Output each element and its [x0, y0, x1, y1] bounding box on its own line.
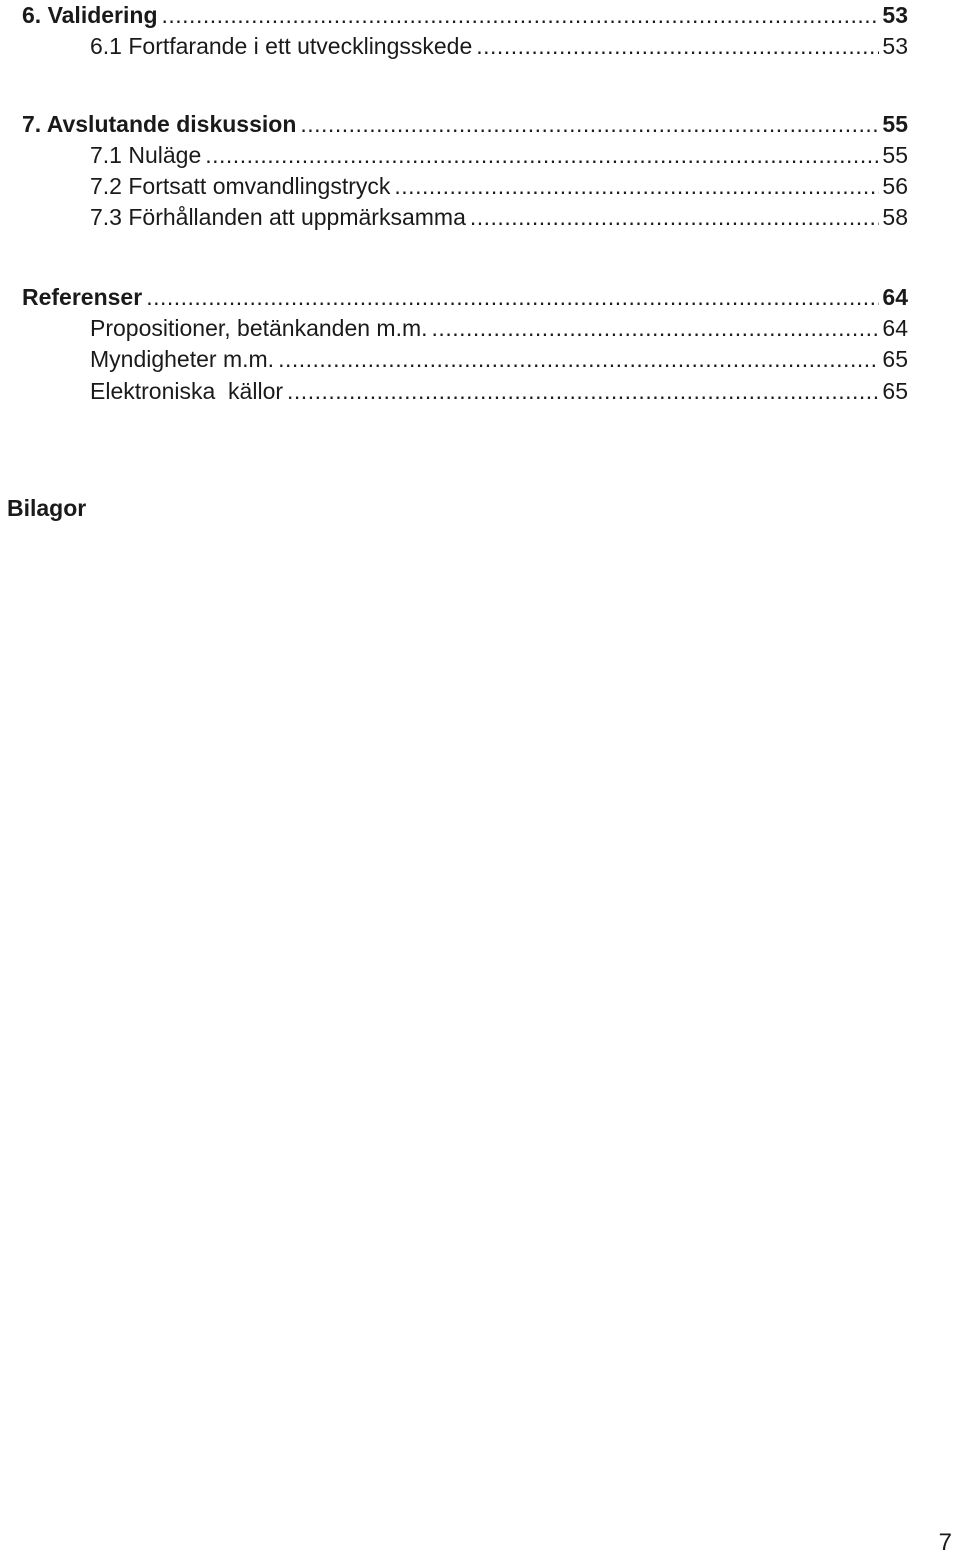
toc-entry-section-6-1: [90, 31, 908, 61]
toc-entry-page: 65: [882, 378, 908, 404]
toc-entry-page: 55: [882, 142, 908, 168]
toc-entry-propositions: [90, 313, 908, 343]
toc-leader-dots: [162, 0, 880, 30]
toc-leader-dots: [287, 376, 879, 406]
toc-leader-dots: [470, 202, 880, 232]
toc-entry-title: Myndigheter m.m.: [90, 346, 275, 372]
toc-leader-dots: [278, 344, 879, 374]
toc-entry-section-7-3: [90, 202, 908, 232]
toc-entry-section-7-1: [90, 140, 908, 170]
toc-leader-dots: [476, 31, 879, 61]
toc-entry-page: 53: [882, 33, 908, 59]
toc-leader-dots: [300, 109, 879, 139]
toc-entry-page: 53: [882, 2, 908, 28]
toc-entry-page: 64: [882, 284, 908, 310]
toc-entry-page: 65: [882, 346, 908, 372]
toc-entry-chapter-6: [22, 0, 908, 30]
toc-entry-title: Referenser: [22, 284, 143, 310]
toc-entry-title: 6.1 Fortfarande i ett utvecklingsskede: [90, 33, 473, 59]
toc-leader-dots: [146, 282, 879, 312]
toc-entry-title: 7.1 Nuläge: [90, 142, 202, 168]
toc-entry-title: 7.3 Förhållanden att uppmärksamma: [90, 204, 466, 230]
toc-leader-dots: [394, 171, 879, 201]
toc-entry-page: 64: [882, 315, 908, 341]
toc-entry-title: 7. Avslutande diskussion: [22, 111, 297, 137]
toc-leader-dots: [205, 140, 879, 170]
toc-entry-title: Propositioner, betänkanden m.m.: [90, 315, 428, 341]
toc-entry-page: 55: [882, 111, 908, 137]
toc-entry-section-7-2: [90, 171, 908, 201]
toc-entry-title: Elektroniska källor: [90, 378, 284, 404]
bilagor-heading: Bilagor: [7, 495, 87, 521]
toc-leader-dots: [432, 313, 880, 343]
toc-entry-title: 6. Validering: [22, 2, 158, 28]
toc-entry-chapter-7: [22, 109, 908, 139]
toc-entry-authorities: [90, 344, 908, 374]
toc-entry-title: 7.2 Fortsatt omvandlingstryck: [90, 173, 391, 199]
toc-entry-references: [22, 282, 908, 312]
toc-entry-page: 56: [882, 173, 908, 199]
toc-entry-electronic-sources: [90, 376, 908, 406]
page-number: 7: [938, 1529, 952, 1556]
toc-entry-page: 58: [882, 204, 908, 230]
